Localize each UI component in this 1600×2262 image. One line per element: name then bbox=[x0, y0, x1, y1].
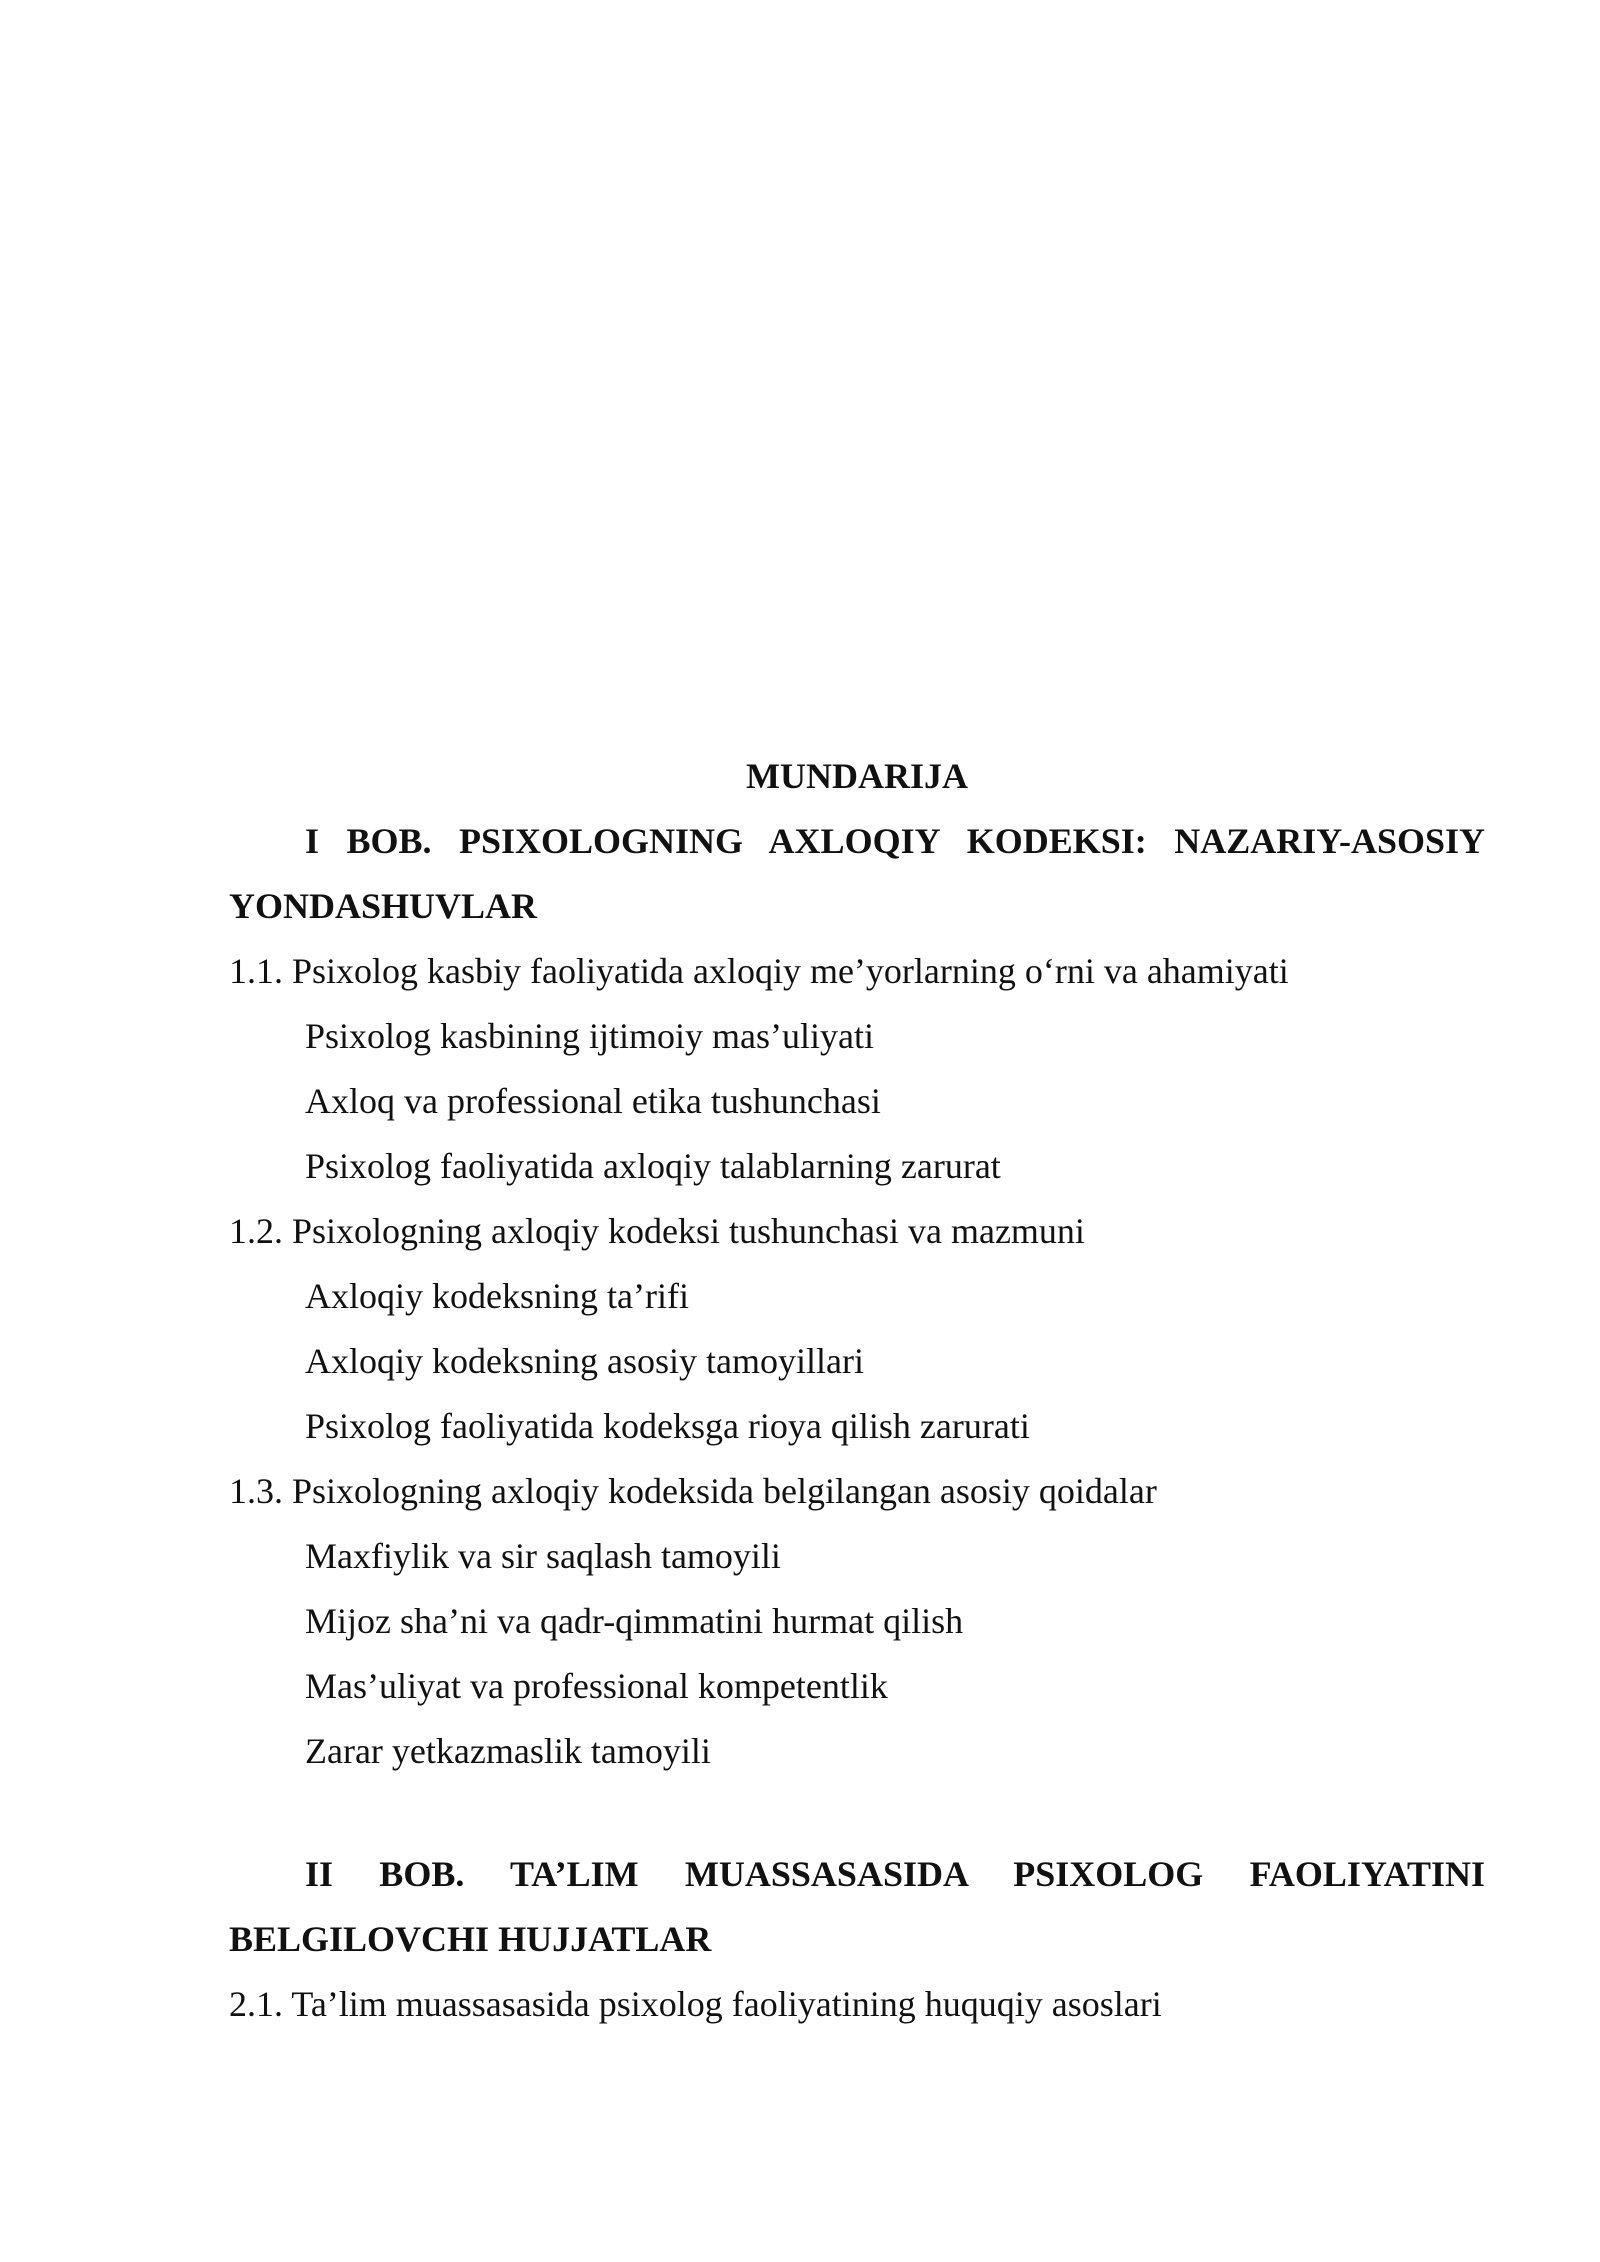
subsection-item: Psixolog kasbining ijtimoiy mas’uliyati bbox=[305, 1016, 875, 1056]
subsection-item: Axloqiy kodeksning asosiy tamoyillari bbox=[305, 1341, 864, 1381]
chapter-heading: I BOB. PSIXOLOGNING AXLOQIY KODEKSI: NAZARIY-ASOSIY YONDASHUVLAR bbox=[229, 821, 1485, 926]
page-title: MUNDARIJA bbox=[746, 756, 968, 796]
subsection-item: Axloq va professional etika tushunchasi bbox=[305, 1081, 881, 1121]
subsection-item: Psixolog faoliyatida axloqiy talablarning zarurat bbox=[305, 1146, 1001, 1186]
chapter-heading: II BOB. TA’LIM MUASSASASIDA PSIXOLOG FAOLIYATINI BELGILOVCHI HUJJATLAR bbox=[229, 1854, 1485, 1959]
subsection-item: Zarar yetkazmaslik tamoyili bbox=[305, 1731, 711, 1771]
subsection-item: Axloqiy kodeksning ta’rifi bbox=[305, 1276, 689, 1316]
section-heading: 1.2. Psixologning axloqiy kodeksi tushunchasi va mazmuni bbox=[229, 1211, 1085, 1251]
subsection-item: Mas’uliyat va professional kompetentlik bbox=[305, 1666, 888, 1706]
section-heading: 2.1. Ta’lim muassasasida psixolog faoliyatining huquqiy asoslari bbox=[229, 1984, 1162, 2024]
section-heading: 1.1. Psixolog kasbiy faoliyatida axloqiy me’yorlarning o‘rni va ahamiyati bbox=[229, 951, 1289, 991]
section-heading: 1.3. Psixologning axloqiy kodeksida belgilangan asosiy qoidalar bbox=[229, 1471, 1157, 1511]
subsection-item: Maxfiylik va sir saqlash tamoyili bbox=[305, 1536, 781, 1576]
table-of-contents bbox=[229, 744, 1485, 2037]
subsection-item: Psixolog faoliyatida kodeksga rioya qilish zarurati bbox=[305, 1406, 1030, 1446]
subsection-item: Mijoz sha’ni va qadr-qimmatini hurmat qilish bbox=[305, 1601, 964, 1641]
